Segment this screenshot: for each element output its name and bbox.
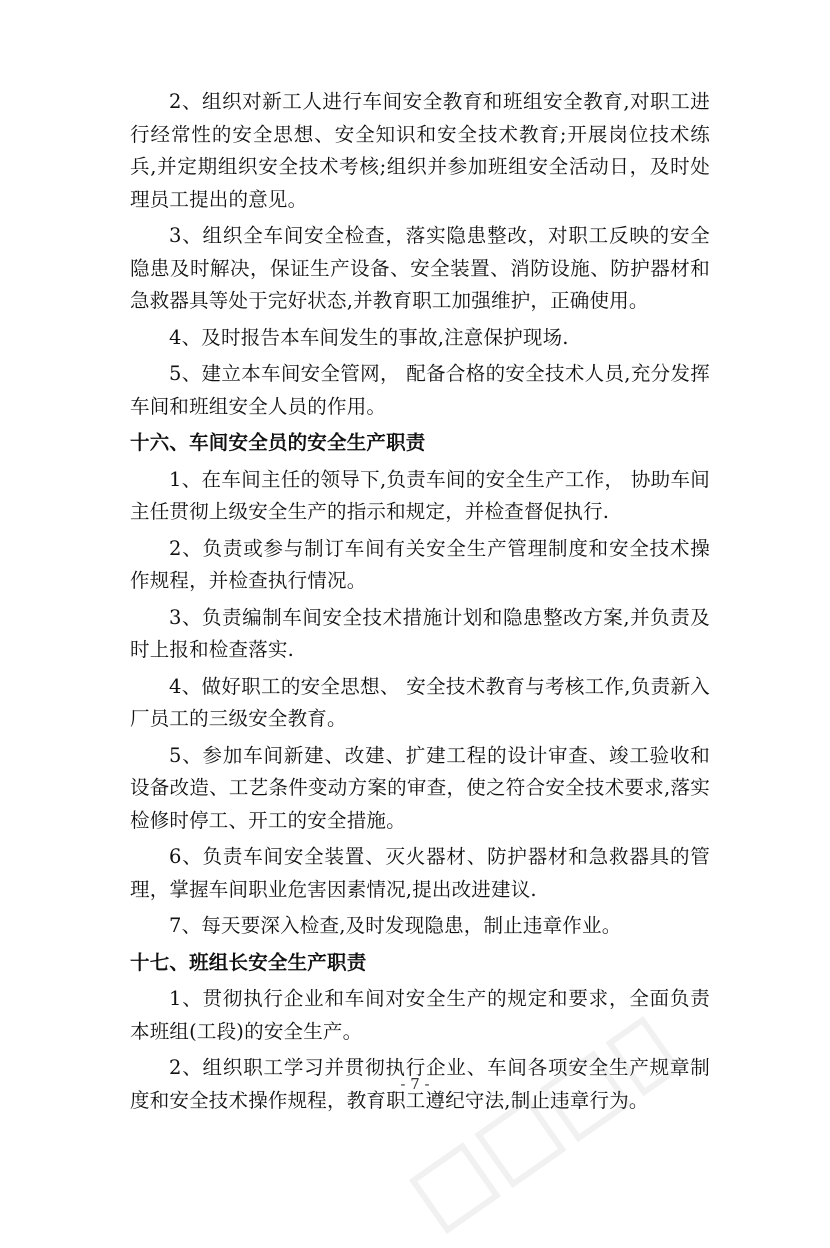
- paragraph-3-inspection: 3、组织全车间安全检查，落实隐患整改，对职工反映的安全隐患及时解决，保证生产设备、安全装置、消防设施、防护器材和急救器具等处于完好状态,并教育职工加强维护，正确使用。: [130, 224, 710, 312]
- paragraph-2-education: 2、组织对新工人进行车间安全教育和班组安全教育,对职工进行经常性的安全思想、安全知识和安全技术教育;开展岗位技术练兵,并定期组织安全技术考核;组织并参加班组安全活动日，及时处理员工提出的意见。: [130, 90, 710, 211]
- paragraph-5-safety-network: 5、建立本车间安全管网， 配备合格的安全技术人员,充分发挥车间和班组安全人员的作用。: [130, 362, 710, 418]
- section-16-item-3: 3、负责编制车间安全技术措施计划和隐患整改方案,并负责及时上报和检查落实.: [130, 605, 710, 661]
- section-17-item-2: 2、组织职工学习并贯彻执行企业、车间各项安全生产规章制度和安全技术操作规程，教育职工遵纪守法,制止违章行为。: [130, 1056, 710, 1112]
- section-16-heading: 十六、车间安全员的安全生产职责: [130, 431, 426, 454]
- page-number: - 7 -: [400, 1075, 430, 1093]
- section-16-item-2: 2、负责或参与制订车间有关安全生产管理制度和安全技术操作规程，并检查执行情况。: [130, 536, 710, 592]
- section-16-item-5: 5、参加车间新建、改建、扩建工程的设计审查、竣工验收和设备改造、工艺条件变动方案的审查，使之符合安全技术要求,落实检修时停工、开工的安全措施。: [130, 743, 710, 832]
- section-16-item-6: 6、负责车间安全装置、灭火器材、防护器材和急救器具的管理，掌握车间职业危害因素情况,提出改进建议.: [130, 845, 710, 901]
- section-17-item-1: 1、贯彻执行企业和车间对安全生产的规定和要求，全面负责本班组(工段)的安全生产。: [130, 987, 710, 1043]
- section-16-item-1: 1、在车间主任的领导下,负责车间的安全生产工作， 协助车间主任贯彻上级安全生产的指示和规定，并检查督促执行.: [130, 467, 710, 523]
- section-16-item-4: 4、做好职工的安全思想、 安全技术教育与考核工作,负责新入厂员工的三级安全教育。: [130, 674, 710, 730]
- page-content: [130, 86, 710, 1121]
- section-17-heading: 十七、班组长安全生产职责: [130, 950, 367, 974]
- section-16-item-7: 7、每天要深入检查,及时发现隐患，制止违章作业。: [169, 914, 622, 937]
- paragraph-4-report-accident: 4、及时报告本车间发生的事故,注意保护现场.: [169, 325, 569, 349]
